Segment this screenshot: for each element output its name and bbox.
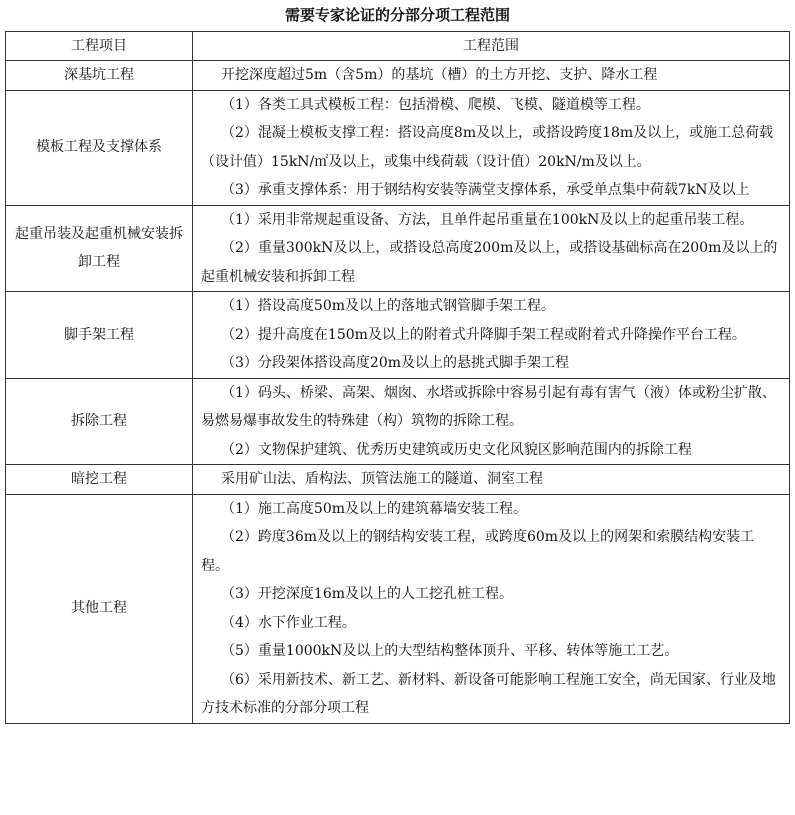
header-scope: 工程范围: [193, 32, 790, 61]
content-paragraph: （3）承重支撑体系：用于钢结构安装等满堂支撑体系，承受单点集中荷载7kN及以上: [221, 182, 750, 198]
table-row: [6, 61, 790, 91]
content-paragraph: （1）采用非常规起重设备、方法，且单件起吊重量在100kN及以上的起重吊装工程。: [221, 211, 754, 228]
scope-table: [5, 31, 790, 724]
row-content: [193, 205, 790, 292]
header-row: [6, 32, 790, 61]
content-paragraph: 采用矿山法、盾构法、顶管法施工的隧道、洞室工程: [221, 471, 543, 487]
row-label: 深基坑工程: [6, 61, 193, 91]
content-paragraph: （1）施工高度50m及以上的建筑幕墙安装工程。: [221, 500, 527, 517]
content-paragraph: （2）跨度36m及以上的钢结构安装工程，或跨度60m及以上的网架和索膜结构安装工程。: [201, 529, 755, 574]
content-paragraph: 开挖深度超过5m（含5m）的基坑（槽）的土方开挖、支护、降水工程: [221, 67, 658, 83]
content-paragraph: （1）码头、桥梁、高架、烟囱、水塔或拆除中容易引起有毒有害气（液）体或粉尘扩散、易燃易爆事故发生的特殊建（构）筑物的拆除工程。: [201, 384, 776, 429]
content-paragraph: （2）文物保护建筑、优秀历史建筑或历史文化风貌区影响范围内的拆除工程: [221, 441, 692, 458]
row-content: [193, 378, 790, 465]
content-paragraph: （1）搭设高度50m及以上的落地式钢管脚手架工程。: [221, 298, 555, 314]
header-project: 工程项目: [6, 32, 193, 61]
row-content: [193, 61, 790, 91]
row-content: [193, 292, 790, 379]
row-content: [193, 90, 790, 205]
content-paragraph: （3）开挖深度16m及以上的人工挖孔桩工程。: [221, 586, 513, 602]
table-row: [6, 292, 790, 379]
row-label: 其他工程: [6, 494, 193, 723]
content-paragraph: （6）采用新技术、新工艺、新材料、新设备可能影响工程施工安全，尚无国家、行业及地方技术标准的分部分项工程: [201, 671, 776, 716]
content-paragraph: （2）提升高度在150m及以上的附着式升降脚手架工程或附着式升降操作平台工程。: [221, 326, 746, 343]
table-row: [6, 90, 790, 205]
table-row: [6, 465, 790, 495]
table-row: [6, 494, 790, 723]
row-label: 起重吊装及起重机械安装拆卸工程: [6, 205, 193, 292]
row-content: [193, 465, 790, 495]
row-label: 暗挖工程: [6, 465, 193, 495]
content-paragraph: （2）混凝土模板支撑工程：搭设高度8m及以上，或搭设跨度18m及以上，或施工总荷载（设计值）15kN/㎡及以上，或集中线荷载（设计值）20kN/m及以上。: [201, 125, 774, 170]
table-title: 需要专家论证的分部分项工程范围: [284, 6, 510, 24]
content-paragraph: （1）各类工具式模板工程：包括滑模、爬模、飞模、隧道模等工程。: [221, 96, 650, 113]
row-label: 拆除工程: [6, 378, 193, 465]
content-paragraph: （5）重量1000kN及以上的大型结构整体顶升、平移、转体等施工工艺。: [221, 643, 679, 659]
content-paragraph: （4）水下作业工程。: [221, 614, 356, 631]
table-row: [6, 205, 790, 292]
content-paragraph: （2）重量300kN及以上，或搭设总高度200m及以上，或搭设基础标高在200m及以上的起重机械安装和拆卸工程: [201, 240, 778, 285]
row-label: 脚手架工程: [6, 292, 193, 379]
row-content: [193, 494, 790, 723]
content-paragraph: （3）分段架体搭设高度20m及以上的悬挑式脚手架工程: [221, 355, 569, 371]
row-label: 模板工程及支撑体系: [6, 90, 193, 205]
table-row: [6, 378, 790, 465]
